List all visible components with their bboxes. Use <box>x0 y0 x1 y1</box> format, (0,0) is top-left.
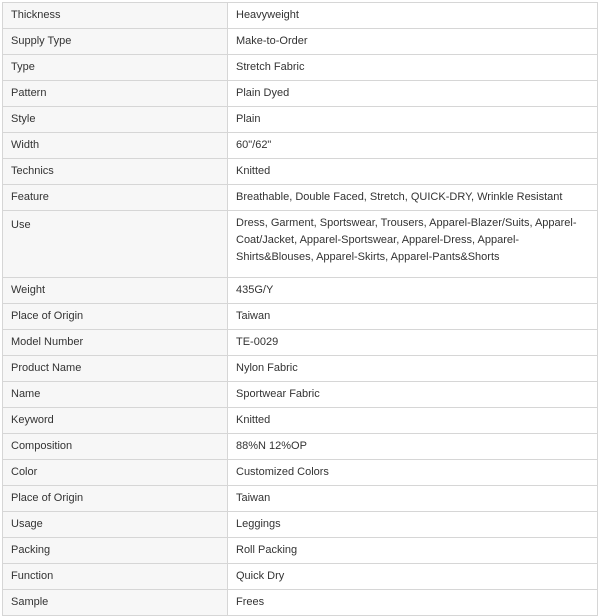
spec-key: Color <box>3 460 228 486</box>
spec-key: Sample <box>3 590 228 616</box>
spec-row <box>3 133 598 159</box>
spec-key: Feature <box>3 185 228 211</box>
spec-value: Taiwan <box>228 304 598 330</box>
spec-value: Stretch Fabric <box>228 55 598 81</box>
spec-key: Packing <box>3 538 228 564</box>
spec-row <box>3 408 598 434</box>
spec-key: Product Name <box>3 356 228 382</box>
spec-key: Place of Origin <box>3 304 228 330</box>
spec-row <box>3 564 598 590</box>
spec-key: Supply Type <box>3 29 228 55</box>
spec-row <box>3 278 598 304</box>
spec-key: Weight <box>3 278 228 304</box>
spec-row <box>3 538 598 564</box>
spec-row <box>3 107 598 133</box>
spec-value: Sportwear Fabric <box>228 382 598 408</box>
spec-row <box>3 512 598 538</box>
spec-row <box>3 356 598 382</box>
spec-row <box>3 590 598 616</box>
spec-key: Use <box>3 211 228 278</box>
spec-value: Frees <box>228 590 598 616</box>
spec-table-body <box>3 3 598 616</box>
spec-row <box>3 486 598 512</box>
spec-value: Taiwan <box>228 486 598 512</box>
spec-value: Dress, Garment, Sportswear, Trousers, Apparel-Blazer/Suits, Apparel-Coat/Jacket, Apparel-Sportswear, Apparel-Dress, Apparel-Shirts&Blouses, Apparel-Skirts, Apparel-Pants&Shorts <box>228 211 598 278</box>
spec-value: Roll Packing <box>228 538 598 564</box>
spec-key: Thickness <box>3 3 228 29</box>
spec-row <box>3 185 598 211</box>
spec-row <box>3 434 598 460</box>
spec-row <box>3 81 598 107</box>
spec-value: Make-to-Order <box>228 29 598 55</box>
spec-key: Composition <box>3 434 228 460</box>
spec-value: Knitted <box>228 408 598 434</box>
spec-key: Type <box>3 55 228 81</box>
spec-value: Plain <box>228 107 598 133</box>
spec-value: 60"/62" <box>228 133 598 159</box>
spec-row <box>3 382 598 408</box>
spec-row <box>3 3 598 29</box>
spec-key: Model Number <box>3 330 228 356</box>
product-spec-table <box>2 2 598 616</box>
spec-key: Keyword <box>3 408 228 434</box>
spec-key: Name <box>3 382 228 408</box>
spec-value: Plain Dyed <box>228 81 598 107</box>
spec-row <box>3 304 598 330</box>
spec-value: Customized Colors <box>228 460 598 486</box>
spec-value: Heavyweight <box>228 3 598 29</box>
spec-row <box>3 55 598 81</box>
spec-value: 88%N 12%OP <box>228 434 598 460</box>
spec-key: Pattern <box>3 81 228 107</box>
spec-key: Width <box>3 133 228 159</box>
spec-value: Leggings <box>228 512 598 538</box>
spec-row <box>3 460 598 486</box>
spec-row <box>3 330 598 356</box>
spec-value: TE-0029 <box>228 330 598 356</box>
spec-value: 435G/Y <box>228 278 598 304</box>
spec-row <box>3 159 598 185</box>
spec-row <box>3 29 598 55</box>
spec-key: Style <box>3 107 228 133</box>
spec-key: Function <box>3 564 228 590</box>
spec-value: Nylon Fabric <box>228 356 598 382</box>
spec-value: Breathable, Double Faced, Stretch, QUICK-DRY, Wrinkle Resistant <box>228 185 598 211</box>
spec-key: Place of Origin <box>3 486 228 512</box>
spec-key: Technics <box>3 159 228 185</box>
spec-row <box>3 211 598 278</box>
spec-value: Quick Dry <box>228 564 598 590</box>
spec-key: Usage <box>3 512 228 538</box>
spec-value: Knitted <box>228 159 598 185</box>
